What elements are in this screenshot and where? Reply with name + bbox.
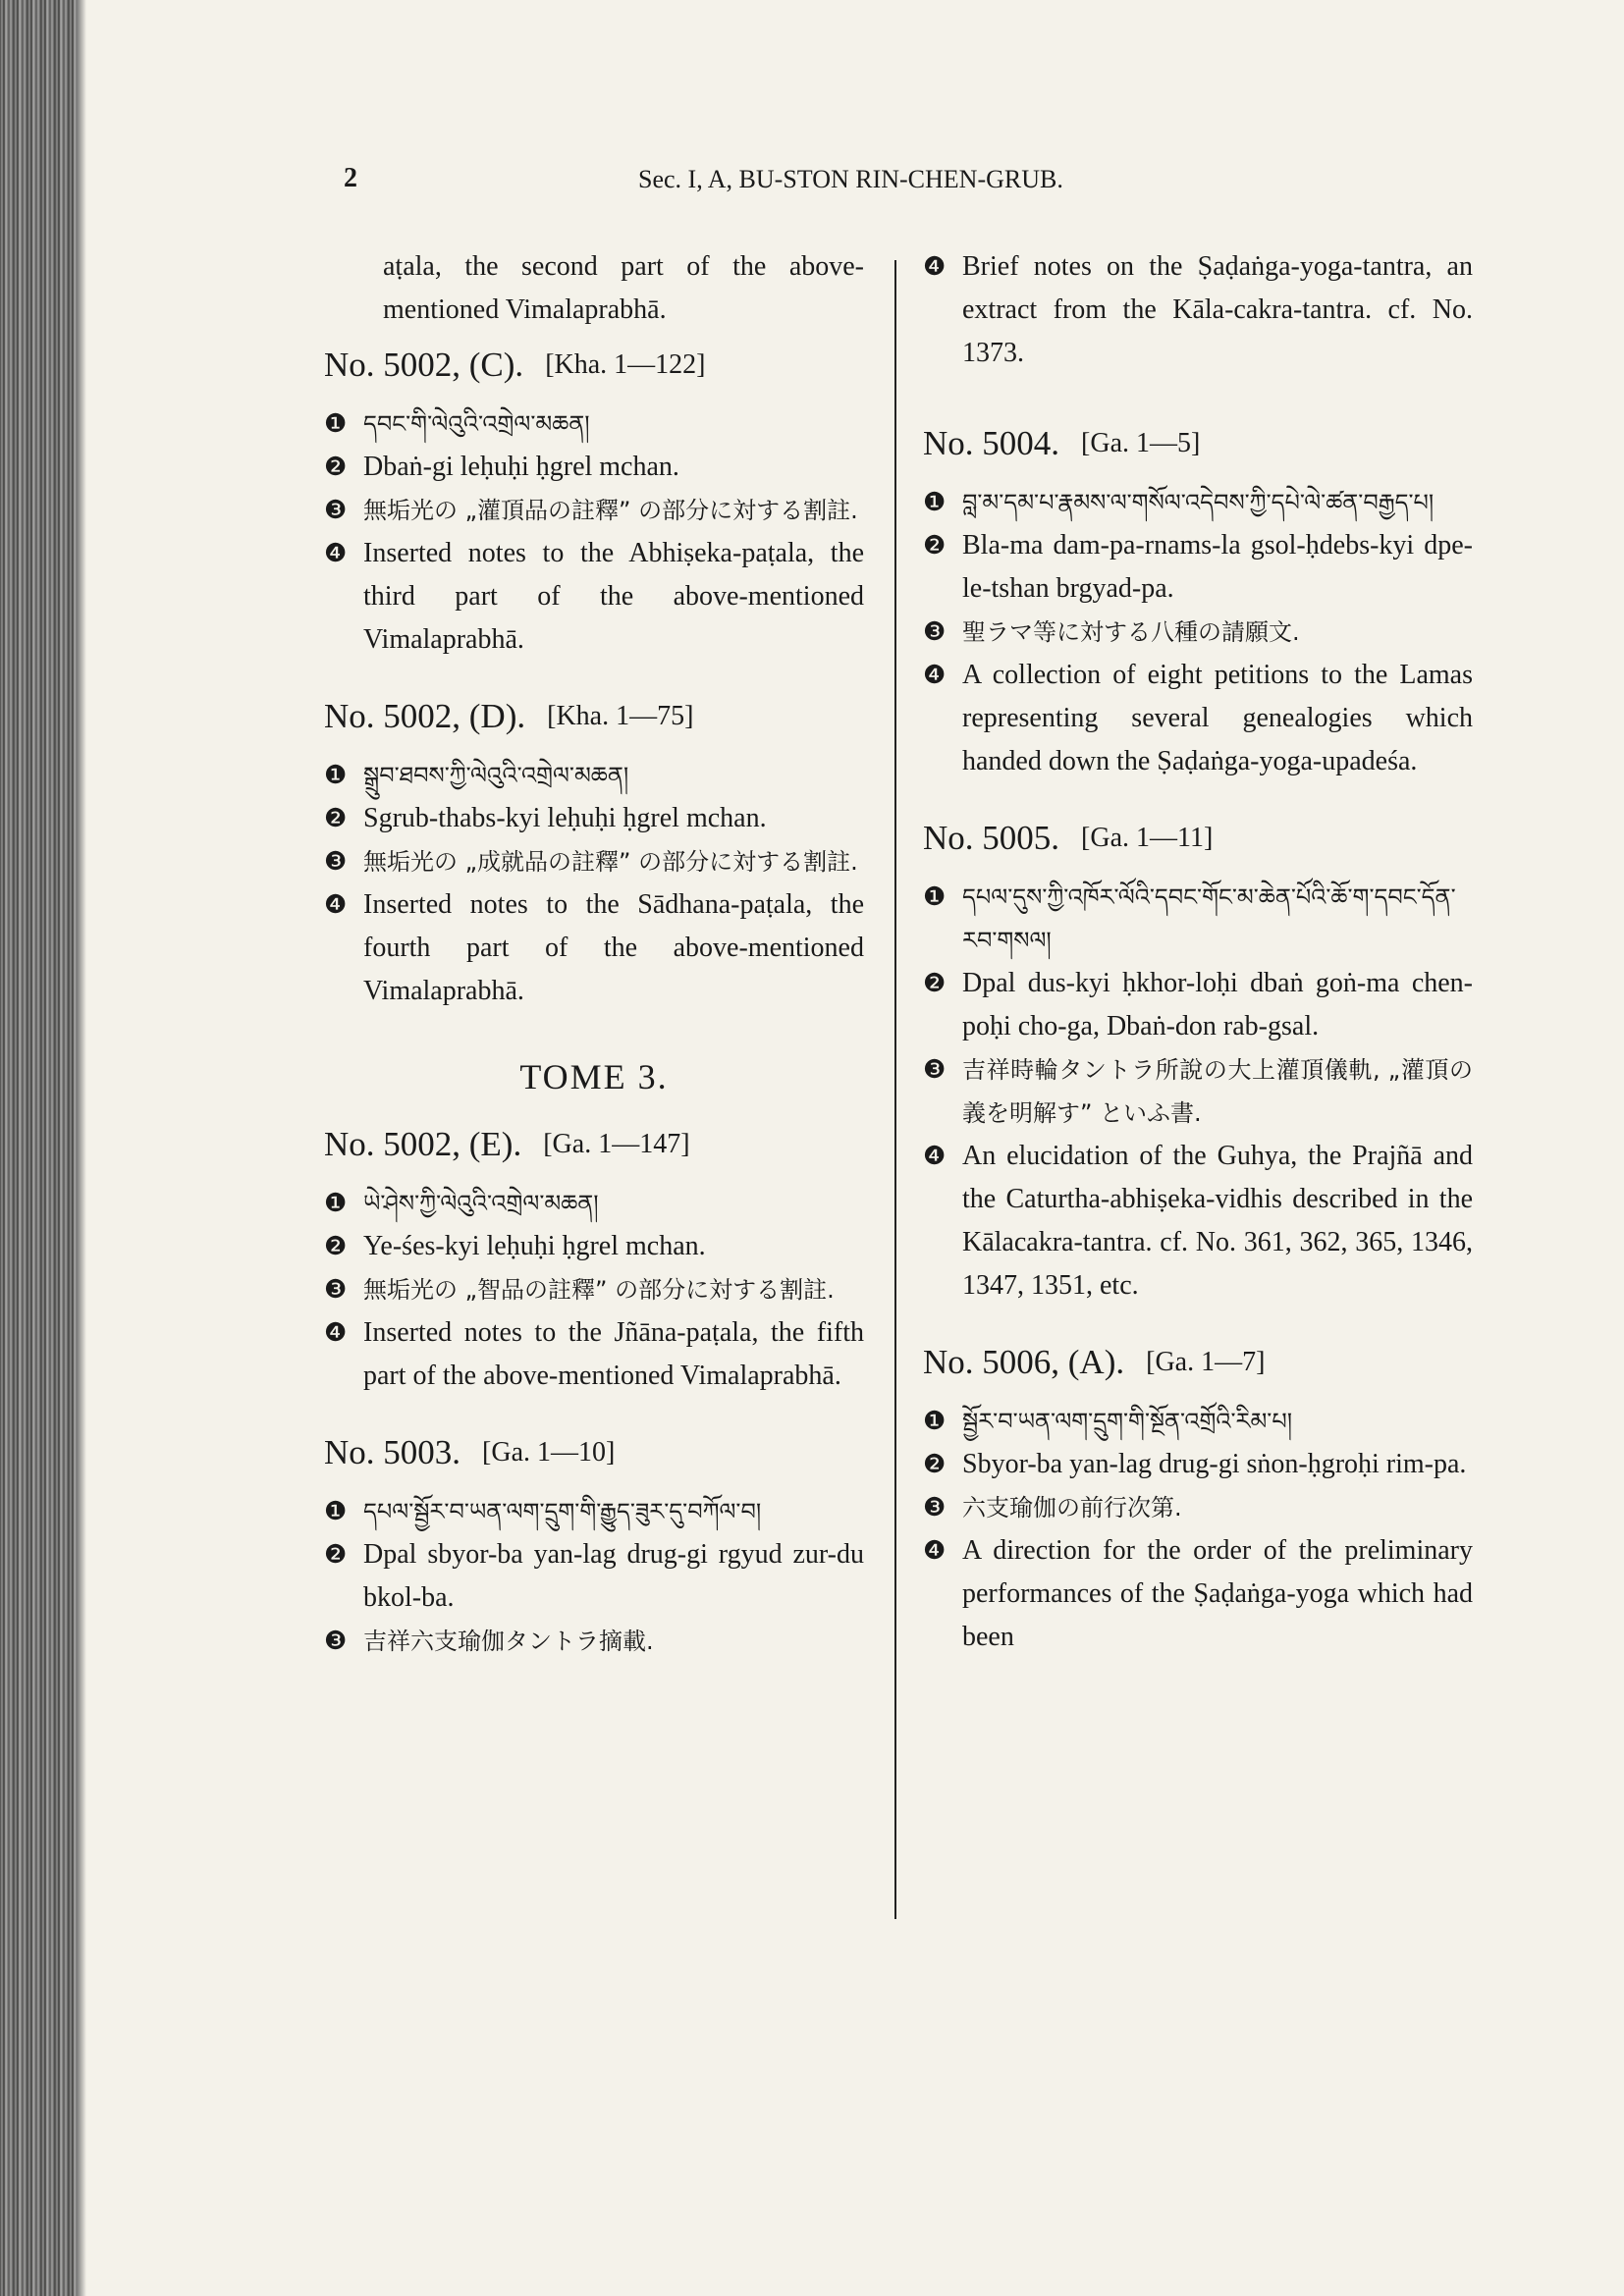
japanese-title: 無垢光の „智品の註釋” の部分に対する割註. bbox=[363, 1276, 835, 1304]
japanese-title: 吉祥六支瑜伽タントラ摘載. bbox=[363, 1628, 654, 1655]
english-description: A direction for the order of the preliminary performances of the Ṣaḍaṅga-yoga which had been bbox=[962, 1535, 1473, 1652]
japanese-title: 六支瑜伽の前行次第. bbox=[962, 1494, 1182, 1522]
tibetan-title: དབང་གི་ལེའུའི་འགྲེལ་མཆན། bbox=[363, 410, 590, 438]
marker-1-icon: ❶ bbox=[923, 882, 947, 911]
marker-1-icon: ❶ bbox=[324, 761, 348, 789]
english-description: A collection of eight petitions to the Lamas representing several genealogies which handed down the Ṣaḍaṅga-yoga-upadeśa. bbox=[962, 660, 1473, 776]
continuation-text: Brief notes on the Ṣaḍaṅga-yoga-tantra, an extract from the Kāla-cakra-tantra. cf. No. 1373. bbox=[962, 251, 1473, 368]
catalog-entry bbox=[324, 1125, 864, 1398]
marker-2-icon: ❷ bbox=[324, 453, 348, 481]
marker-4-icon: ❹ bbox=[923, 1536, 947, 1565]
book-spine-shadow bbox=[0, 0, 77, 2296]
marker-4-icon: ❹ bbox=[324, 539, 348, 567]
japanese-title: 無垢光の „灌頂品の註釋” の部分に対する割註. bbox=[363, 497, 858, 524]
right-column bbox=[923, 245, 1473, 1694]
tibetan-title: དཔལ་སྦྱོར་བ་ཡན་ལག་དྲུག་གི་རྒྱུད་ཟུར་དུ་བཀོལ་བ། bbox=[363, 1498, 762, 1525]
spine-edge bbox=[77, 0, 86, 2296]
catalog-entry bbox=[324, 346, 864, 662]
marker-1-icon: ❶ bbox=[923, 488, 947, 516]
transliteration: Sgrub-thabs-kyi leḥuḥi ḥgrel mchan. bbox=[363, 803, 767, 833]
marker-2-icon: ❷ bbox=[324, 1232, 348, 1260]
catalog-entry bbox=[923, 819, 1473, 1308]
japanese-title: 聖ラマ等に対する八種の請願文. bbox=[962, 618, 1300, 646]
transliteration: Ye-śes-kyi leḥuḥi ḥgrel mchan. bbox=[363, 1231, 706, 1261]
marker-3-icon: ❸ bbox=[923, 617, 947, 646]
marker-4-icon: ❹ bbox=[324, 1318, 348, 1347]
marker-2-icon: ❷ bbox=[324, 1540, 348, 1569]
transliteration: Dpal dus-kyi ḥkhor-loḥi dbaṅ goṅ-ma chen-poḥi cho-ga, Dbaṅ-don rab-gsal. bbox=[962, 968, 1473, 1041]
tibetan-title: དཔལ་དུས་ཀྱི་འཁོར་ལོའི་དབང་གོང་མ་ཆེན་པོའི་ཆོ་ག་དབང་དོན་རབ་གསལ། bbox=[962, 883, 1456, 954]
tome-heading: TOME 3. bbox=[519, 1057, 669, 1096]
continuation-block bbox=[923, 245, 1473, 375]
english-description: Inserted notes to the Abhiṣeka-paṭala, the third part of the above-mentioned Vimalaprabhā. bbox=[363, 538, 864, 655]
english-description: Inserted notes to the Jñāna-paṭala, the fifth part of the above-mentioned Vimalaprabhā. bbox=[363, 1317, 864, 1391]
tibetan-title: བླ་མ་དམ་པ་རྣམས་ལ་གསོལ་འདེབས་ཀྱི་དཔེ་ལེ་ཚན་བརྒྱད་པ། bbox=[962, 489, 1435, 516]
running-header: Sec. I, A, BU-STON RIN-CHEN-GRUB. bbox=[638, 165, 1063, 193]
marker-3-icon: ❸ bbox=[923, 1493, 947, 1522]
marker-4-icon: ❹ bbox=[324, 890, 348, 919]
transliteration: Dbaṅ-gi leḥuḥi ḥgrel mchan. bbox=[363, 452, 679, 482]
marker-3-icon: ❸ bbox=[324, 1627, 348, 1655]
marker-2-icon: ❷ bbox=[923, 1450, 947, 1478]
entry-number: No. 5002, (D). [Kha. 1—75] bbox=[324, 697, 694, 735]
transliteration: Dpal sbyor-ba yan-lag drug-gi rgyud zur-du bkol-ba. bbox=[363, 1539, 864, 1613]
page-number: 2 bbox=[344, 163, 357, 193]
tibetan-title: ཡེ་ཤེས་ཀྱི་ལེའུའི་འགྲེལ་མཆན། bbox=[363, 1190, 599, 1217]
marker-4-icon: ❹ bbox=[923, 661, 947, 689]
entry-number: No. 5003. [Ga. 1—10] bbox=[324, 1433, 616, 1471]
catalog-entry bbox=[923, 424, 1473, 783]
tibetan-title: སྦྱོར་བ་ཡན་ལག་དྲུག་གི་སྔོན་འགྲོའི་རིམ་པ། bbox=[962, 1408, 1293, 1435]
marker-4-icon: ❹ bbox=[923, 1142, 947, 1170]
entry-number: No. 5002, (C). [Kha. 1—122] bbox=[324, 346, 706, 384]
continuation-text: aṭala, the second part of the above-mentioned Vimalaprabhā. bbox=[383, 251, 864, 325]
entry-number: No. 5006, (A). [Ga. 1—7] bbox=[923, 1343, 1266, 1381]
marker-3-icon: ❸ bbox=[324, 1275, 348, 1304]
tibetan-title: སྒྲུབ་ཐབས་ཀྱི་ལེའུའི་འགྲེལ་མཆན། bbox=[363, 762, 629, 789]
marker-1-icon: ❶ bbox=[324, 1189, 348, 1217]
marker-4-icon: ❹ bbox=[923, 252, 947, 281]
marker-1-icon: ❶ bbox=[923, 1407, 947, 1435]
marker-1-icon: ❶ bbox=[324, 1497, 348, 1525]
marker-3-icon: ❸ bbox=[324, 496, 348, 524]
transliteration: Bla-ma dam-pa-rnams-la gsol-ḥdebs-kyi dpe-le-tshan brgyad-pa. bbox=[962, 530, 1473, 604]
entry-number: No. 5005. [Ga. 1—11] bbox=[923, 819, 1214, 857]
column-divider bbox=[894, 260, 896, 1919]
entry-number: No. 5002, (E). [Ga. 1—147] bbox=[324, 1125, 690, 1163]
marker-2-icon: ❷ bbox=[324, 804, 348, 832]
catalog-entry bbox=[324, 1433, 864, 1663]
japanese-title: 吉祥時輪タントラ所說の大上灌頂儀軌, „灌頂の義を明解す” といふ書. bbox=[962, 1056, 1473, 1127]
entry-number: No. 5004. [Ga. 1—5] bbox=[923, 424, 1201, 462]
marker-1-icon: ❶ bbox=[324, 409, 348, 438]
catalog-entry bbox=[324, 697, 864, 1013]
marker-2-icon: ❷ bbox=[923, 969, 947, 997]
marker-3-icon: ❸ bbox=[923, 1055, 947, 1084]
left-column bbox=[324, 245, 864, 1698]
japanese-title: 無垢光の „成就品の註釋” の部分に対する割註. bbox=[363, 848, 858, 876]
transliteration: Sbyor-ba yan-lag drug-gi sṅon-ḥgroḥi rim-pa. bbox=[962, 1449, 1467, 1479]
catalog-entry bbox=[923, 1343, 1473, 1659]
marker-3-icon: ❸ bbox=[324, 847, 348, 876]
marker-2-icon: ❷ bbox=[923, 531, 947, 560]
english-description: An elucidation of the Guhya, the Prajñā and the Caturtha-abhiṣeka-vidhis described in the Kālacakra-tantra. cf. No. 361, 362, 365, 1346, 1347, 1351, etc. bbox=[962, 1141, 1473, 1301]
english-description: Inserted notes to the Sādhana-paṭala, the fourth part of the above-mentioned Vimalaprabhā. bbox=[363, 889, 864, 1006]
